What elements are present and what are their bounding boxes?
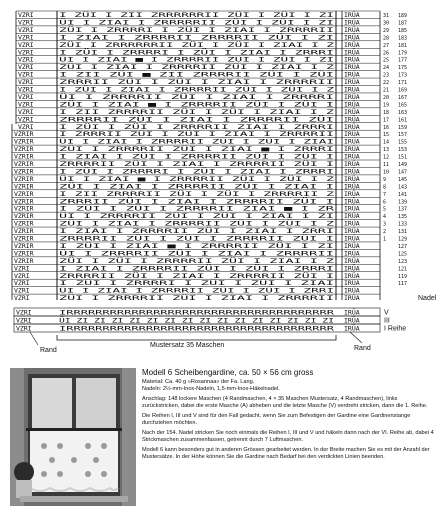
needle-number: 121 (398, 266, 408, 273)
mustersatz-bracket (57, 335, 336, 340)
row-suffix: IRÜA (344, 160, 360, 168)
row-prefix: VZRI (18, 115, 34, 124)
needle-number: 137 (398, 206, 408, 213)
row-pattern: ZRRRRII ZÜI I ZÜI I ZRRRRII ZÜI I (59, 234, 189, 243)
row-number: 18 (383, 109, 390, 116)
row-prefix: VZRIR (14, 145, 34, 154)
row-number: 19 (383, 102, 390, 109)
curtain-photo (10, 368, 136, 506)
needle-number: 165 (398, 102, 408, 109)
bottom-row-mark: III (384, 317, 390, 325)
row-number: 8 (383, 184, 387, 191)
row-prefix: VZRI (14, 286, 30, 295)
row-number: 31 (383, 13, 390, 19)
row-suffix: IRÜA (344, 130, 360, 139)
row-pattern: ZÜI I ZIAI I ZRRRRII ZÜI I ZIAI I Z (59, 63, 196, 72)
row-number: 7 (383, 191, 387, 198)
row-pattern: ZÜI I ZRRRRII ZÜI I ZIAI I ZRRRRII (59, 294, 193, 303)
row-prefix: VZRIR (14, 227, 34, 236)
row-prefix: VZRI (18, 11, 34, 19)
needle-number: 167 (398, 94, 408, 101)
row-number: 12 (383, 154, 390, 161)
row-suffix: IRÜA (344, 227, 360, 236)
row-pattern: I ZÜI I ZÜI I ZRRRRII ZIAI ■ I ZR (59, 204, 189, 213)
needle-number: 129 (398, 236, 408, 243)
bottom-row-suffix: IRÜA (344, 324, 360, 333)
bottom-row-suffix: IRÜA (344, 308, 360, 317)
material-line: Material: Ca. 40 g »Rosannaa« der Fa. Lang. (142, 379, 255, 385)
row-suffix: IRÜA (344, 271, 360, 280)
row-prefix: VZRIR (14, 234, 34, 243)
needle-number: 147 (398, 169, 408, 176)
bottom-row-mark: I Reihe (384, 325, 407, 333)
row-suffix: IRÜA (344, 189, 360, 198)
row-prefix: VZRI (18, 100, 34, 109)
needle-number: 163 (398, 109, 408, 116)
needle-number: 135 (398, 214, 408, 221)
row-number: 10 (383, 169, 390, 176)
needle-number: 131 (398, 229, 408, 236)
row-suffix: IRÜA (344, 137, 360, 146)
row-suffix: IRÜA (344, 241, 360, 250)
bottom-row-prefix: VZRI (16, 308, 32, 317)
row-pattern: ÜI I ZIAI I ZRRRRII ZÜI I ZÜI I ZIAI (59, 137, 200, 146)
row-pattern: ZÜI I ZIAI I ZRRRRII ZÜI I ZIAI I (59, 182, 189, 191)
needle-number: 155 (398, 139, 408, 146)
needle-number: 175 (398, 65, 408, 72)
row-suffix: IRÜA (344, 100, 360, 109)
row-prefix: VZRIR (14, 182, 34, 191)
row-number: 13 (383, 147, 390, 154)
needle-number: 171 (398, 80, 408, 87)
needle-number: 177 (398, 57, 408, 64)
row-prefix: VZRIR (14, 204, 34, 213)
row-pattern: I ZIAI I ZRRRRII ZÜI I ZÜI I ZRRRI (59, 264, 193, 273)
row-suffix: IRÜA (344, 25, 360, 34)
row-suffix: IRÜA (344, 122, 360, 131)
needle-number: 151 (398, 154, 408, 161)
row-pattern: I ZÜI I ZRRRRI I ZÜI I ZIAI I ZRRRI (59, 48, 196, 57)
row-prefix: VZRIR (14, 197, 34, 206)
row-number: 22 (383, 80, 390, 87)
needle-number: 145 (398, 176, 408, 183)
row-suffix: IRÜA (344, 55, 360, 64)
row-number: 23 (383, 72, 390, 79)
row-suffix: IRÜA (344, 70, 360, 79)
row-prefix: VZRIR (14, 167, 34, 176)
row-number: 5 (383, 206, 387, 213)
row-prefix: VZRIR (14, 219, 34, 228)
row-prefix: VZRI (14, 271, 30, 280)
row-pattern: I ZÜI I ZIAI ■ I ZRRRRII ZÜI I ZI (59, 241, 189, 250)
needle-number: 159 (398, 124, 408, 131)
row-suffix: IRÜA (344, 294, 360, 303)
needle-number: 169 (398, 87, 408, 94)
label-rand-right: Rand (354, 345, 371, 352)
row-suffix: IRÜA (344, 152, 360, 161)
row-pattern: ZRRRRII ZÜI I ZIAI I ZRRRRII ZÜI I (59, 271, 193, 280)
bottom-row-prefix: VZRI (16, 316, 32, 325)
row-number: 17 (383, 117, 390, 124)
row-number: 30 (383, 20, 390, 27)
row-pattern: I ZIAI I ZRRRRII ZRRRRII ZÜI I ZI (59, 33, 189, 42)
row-pattern: I ZÜI I ZRRRRI I ZÜI I ZIAI I ZRRRI (59, 167, 196, 176)
needle-number: 117 (398, 281, 408, 288)
row-number: 2 (383, 229, 387, 236)
row-pattern: I ZII ZÜI ■ ZII ZRRRRII ZÜI I ZÜI (59, 70, 189, 79)
row-suffix: IRÜA (344, 18, 360, 27)
row-suffix: IRÜA (344, 286, 360, 295)
row-pattern: ÜI I ZRRRRII ZÜI I ZIAI I ZRRRRII (59, 249, 189, 258)
row-prefix: VZRIR (14, 212, 34, 221)
row-suffix: IRÜA (344, 78, 360, 87)
row-suffix: IRÜA (344, 40, 360, 49)
anschlag-paragraph: Anschlag: 148 lockere Maschen (4 Randmaschen, 4 × 35 Maschen Mustersatz, 4 Randmaschen), links zurückstricken, dabei die erste Masche (A) abheben und die letzte Masche (V) verdreht stricken, dann die 1. Reihe. (142, 396, 428, 409)
row-pattern: ÜI I ZIAI ■ I ZRRRRII ZÜI I ZÜI I ZI (59, 55, 200, 64)
row-number: 9 (383, 176, 387, 183)
needle-number: 189 (398, 13, 408, 19)
row-pattern: ZÜI I ZIAI ■ I ZRRRRII ZÜI I ZÜI I (59, 100, 193, 109)
row-suffix: IRÜA (344, 48, 360, 57)
row-pattern: ZRRRII ZÜI I ZÜI I ZIAI I ZRRRRII (59, 78, 189, 87)
row-number: 14 (383, 139, 390, 146)
row-pattern: ÜI I ZRRRRII ZÜI I ZÜI I ZIAI I ZI (59, 212, 193, 221)
bottom-row (14, 324, 406, 333)
nadeln-line: Nadeln: 2½-mm-Inox-Nadeln, 1,5-mm-Inox-Häkelnadel. (142, 386, 280, 392)
rand-pointer-right (350, 332, 362, 343)
row-prefix: VZRIR (14, 152, 34, 161)
row-prefix: VZRI (18, 78, 34, 87)
row-number: 1 (383, 236, 387, 243)
row-pattern: ÜI I ZRRRRII ZÜI I ZIAI I ZRRRRI (59, 92, 185, 101)
row-pattern: I ZIAI I ZÜI I ZRRRRII ZÜI I ZÜI I (59, 152, 193, 161)
row-number: 15 (383, 132, 390, 139)
row-prefix: VZRIR (14, 256, 34, 265)
reihen-paragraph: Die Reihen I, III und V sind für den Fall gedacht, wenn Sie zum Befestigen der Gardine eine Gardinenstange durchziehen möchten. (142, 413, 411, 426)
chart-bottom-rows (14, 308, 406, 333)
needle-number: 141 (398, 191, 408, 198)
row-pattern: ZRRRRII ZÜI I ZIAI I ZRRRRII ZÜI I (59, 160, 193, 168)
needle-number: 173 (398, 72, 408, 79)
row-suffix: IRÜA (344, 212, 360, 221)
row-prefix: VZRIR (14, 174, 34, 183)
needle-number: 187 (398, 20, 408, 27)
bottom-row (14, 316, 390, 325)
bottom-row (14, 308, 389, 317)
row-pattern: ÜI I ZIAI I ZRRRRRII ZÜI I ZÜI I ZI (59, 18, 196, 27)
row-number: 25 (383, 57, 390, 64)
bottom-row-prefix: VZRI (16, 324, 32, 333)
needle-number: 161 (398, 117, 408, 124)
label-nadel: Nadel (418, 295, 437, 302)
row-pattern: I ZÜI I ZRRRRI I ZÜI I ZÜI I ZIAI (59, 279, 189, 288)
row-prefix: VZRI (18, 85, 34, 94)
needle-number: 153 (398, 147, 408, 154)
row-prefix: VZRIR (14, 249, 34, 258)
row-suffix: IRÜA (344, 182, 360, 191)
row-prefix: VZRI (18, 48, 34, 57)
row-prefix: VZRI (18, 18, 34, 27)
needle-number: 183 (398, 35, 408, 42)
row-suffix: IRÜA (344, 219, 360, 228)
row-pattern: I ZRRRII ZÜI I ZÜI I ZIAI I ZRRRRII (59, 130, 196, 139)
row-prefix: VZRI (18, 55, 34, 64)
row-number: 28 (383, 35, 390, 42)
row-number: 24 (383, 65, 390, 72)
row-pattern: ZRRRRII ZÜI I ZIAI I ZRRRRII ZÜI (59, 115, 185, 124)
needle-number: 123 (398, 258, 408, 265)
row-pattern: ZÜI I ZRRRRRRII ZÜI I ZÜI I ZIAI I Z (59, 40, 200, 49)
needle-number: 157 (398, 132, 408, 139)
row-pattern: I ZIAI I ZRRRRII ZÜI I ZIAI I ZRRI (59, 227, 193, 236)
row-suffix: IRÜA (344, 256, 360, 265)
row-pattern: I ZÜI I ZIAI I ZRRRRII ZÜI I ZÜI I Z (59, 85, 200, 94)
row-prefix: VZRIR (14, 189, 34, 198)
row-number: 29 (383, 27, 390, 34)
needle-number: 133 (398, 221, 408, 228)
needle-number: 127 (398, 243, 408, 250)
row-suffix: IRÜA (344, 249, 360, 258)
row-pattern: I ZII ZRRRRII ZÜI I ZÜI I ZIAI I Z (59, 107, 193, 116)
row-prefix: VZRI (18, 92, 34, 101)
row-pattern: ZÜI I ZÜI I ZRRRRII ZÜI I ZIAI I Z (59, 256, 193, 265)
groessen-paragraph: Modell 6 kann besonders gut in anderen Grössen gearbeitet werden. In der Breite machen Sie es mit der Anzahl der Mustersätze. In der Höhe können Sie die Gardine nach Bedarf bei den verdickten Linien beenden. (142, 447, 430, 460)
needle-number: 179 (398, 50, 408, 57)
needle-number: 181 (398, 42, 408, 49)
row-suffix: IRÜA (344, 279, 360, 288)
row-prefix: VZRI (18, 33, 34, 42)
row-number: 21 (383, 87, 390, 94)
row-suffix: IRÜA (344, 174, 360, 183)
row-prefix: VZRI (18, 70, 34, 79)
row-suffix: IRÜA (344, 204, 360, 213)
row-suffix: IRÜA (344, 115, 360, 124)
chart-row (12, 293, 380, 302)
nadel-paragraph: Nach der 154. Nadel stricken Sie noch einmals die Reihen I, III und V und häkeln dann nach der VI. Reihe ab, dabei 4 Strickmaschen zusammenfassen, getrennt durch 7 Luftmaschen. (142, 430, 434, 443)
row-pattern: I ZII ZRRRRII ZÜI I ZÜI I ZRRRRII Z (59, 189, 196, 198)
article-text (142, 368, 436, 508)
bottom-row-pattern: ÜI ZI ZI ZI ZI ZI ZI ZI ZI ZI ZI ZI ZI ZI ZI ZI (59, 316, 243, 325)
row-prefix: VZRIR (14, 241, 34, 250)
row-suffix: IRÜA (344, 107, 360, 116)
row-prefix: VZRI (18, 122, 34, 131)
row-suffix: IRÜA (344, 264, 360, 273)
row-pattern: I ZÜI I ZII ZRRRRRRII ZÜI I ZÜI I ZI (59, 11, 200, 19)
row-prefix: VZRIR (14, 137, 34, 146)
row-suffix: IRÜA (344, 145, 360, 154)
bottom-row-mark: V (384, 309, 389, 317)
needle-number: 139 (398, 199, 408, 206)
needle-number: 185 (398, 27, 408, 34)
row-suffix: IRÜA (344, 197, 360, 206)
row-number: 26 (383, 50, 390, 57)
row-number: 20 (383, 94, 390, 101)
row-suffix: IRÜA (344, 33, 360, 42)
row-pattern: ZÜI I ZRRRRII ZÜI I ZIAI ■ I ZRRRI (59, 145, 193, 154)
row-prefix: VZRI (18, 25, 34, 34)
row-prefix: VZRIR (14, 160, 34, 168)
needle-number: 149 (398, 162, 408, 168)
row-number: 27 (383, 42, 390, 49)
row-prefix: VZRI (14, 294, 30, 303)
needle-number: 143 (398, 184, 408, 191)
row-prefix: VZRI (18, 107, 34, 116)
row-pattern: ÜI I ZIAI I ZRRRRII ZÜI I ZÜI I ZRRI (59, 286, 200, 295)
row-suffix: IRÜA (344, 234, 360, 243)
needle-number: 119 (398, 273, 408, 280)
rand-pointer-left (30, 332, 38, 345)
row-number: 11 (383, 162, 390, 168)
article-title: Modell 6 Scheibengardine, ca. 50 × 56 cm gross (142, 368, 314, 377)
bottom-row-pattern: IRRRRRRRRRRRRRRRRRRRRRRRRRRRRRRRRRRRRR (59, 324, 335, 333)
chart-rows (12, 10, 407, 302)
row-prefix: VZRI (14, 279, 30, 288)
row-pattern: ZÜI I ZIAI I ZRRRRII ZÜI I ZÜI I Z (59, 219, 193, 228)
label-mustersatz: Mustersatz 35 Maschen (150, 342, 225, 349)
row-prefix: VZRIR (14, 130, 34, 139)
row-prefix: VZRI (18, 63, 34, 72)
row-pattern: ÜI I ZIAI ■ I ZRRRRII ZÜI I ZÜI I Z (59, 174, 196, 183)
row-number: 4 (383, 214, 387, 221)
row-suffix: IRÜA (344, 11, 360, 19)
label-rand-left: Rand (40, 347, 57, 354)
row-number: 3 (383, 221, 387, 228)
row-prefix: VZRI (18, 40, 34, 49)
row-pattern: I ZÜI I ZÜI I ZRRRRII ZIAI I ZRRRI (59, 122, 193, 131)
bottom-row-pattern: IRRRRRRRRRRRRRRRRRRRRRRRRRRRRRRRRRRRRR (59, 308, 335, 317)
row-prefix: VZRI (14, 264, 30, 273)
row-number: 16 (383, 124, 390, 131)
row-suffix: IRÜA (344, 63, 360, 72)
row-pattern: ZRRRII ZÜI I ZIAI I ZRRRRII ZÜI I (59, 197, 189, 206)
row-suffix: IRÜA (344, 85, 360, 94)
bottom-row-suffix: IRÜA (344, 316, 360, 325)
row-number: 6 (383, 199, 387, 206)
row-pattern: ZÜI I ZRRRRI I ZÜI I ZIAI I ZRRRRII (59, 25, 196, 34)
needle-number: 125 (398, 251, 408, 258)
row-suffix: IRÜA (344, 92, 360, 101)
row-suffix: IRÜA (344, 167, 360, 176)
